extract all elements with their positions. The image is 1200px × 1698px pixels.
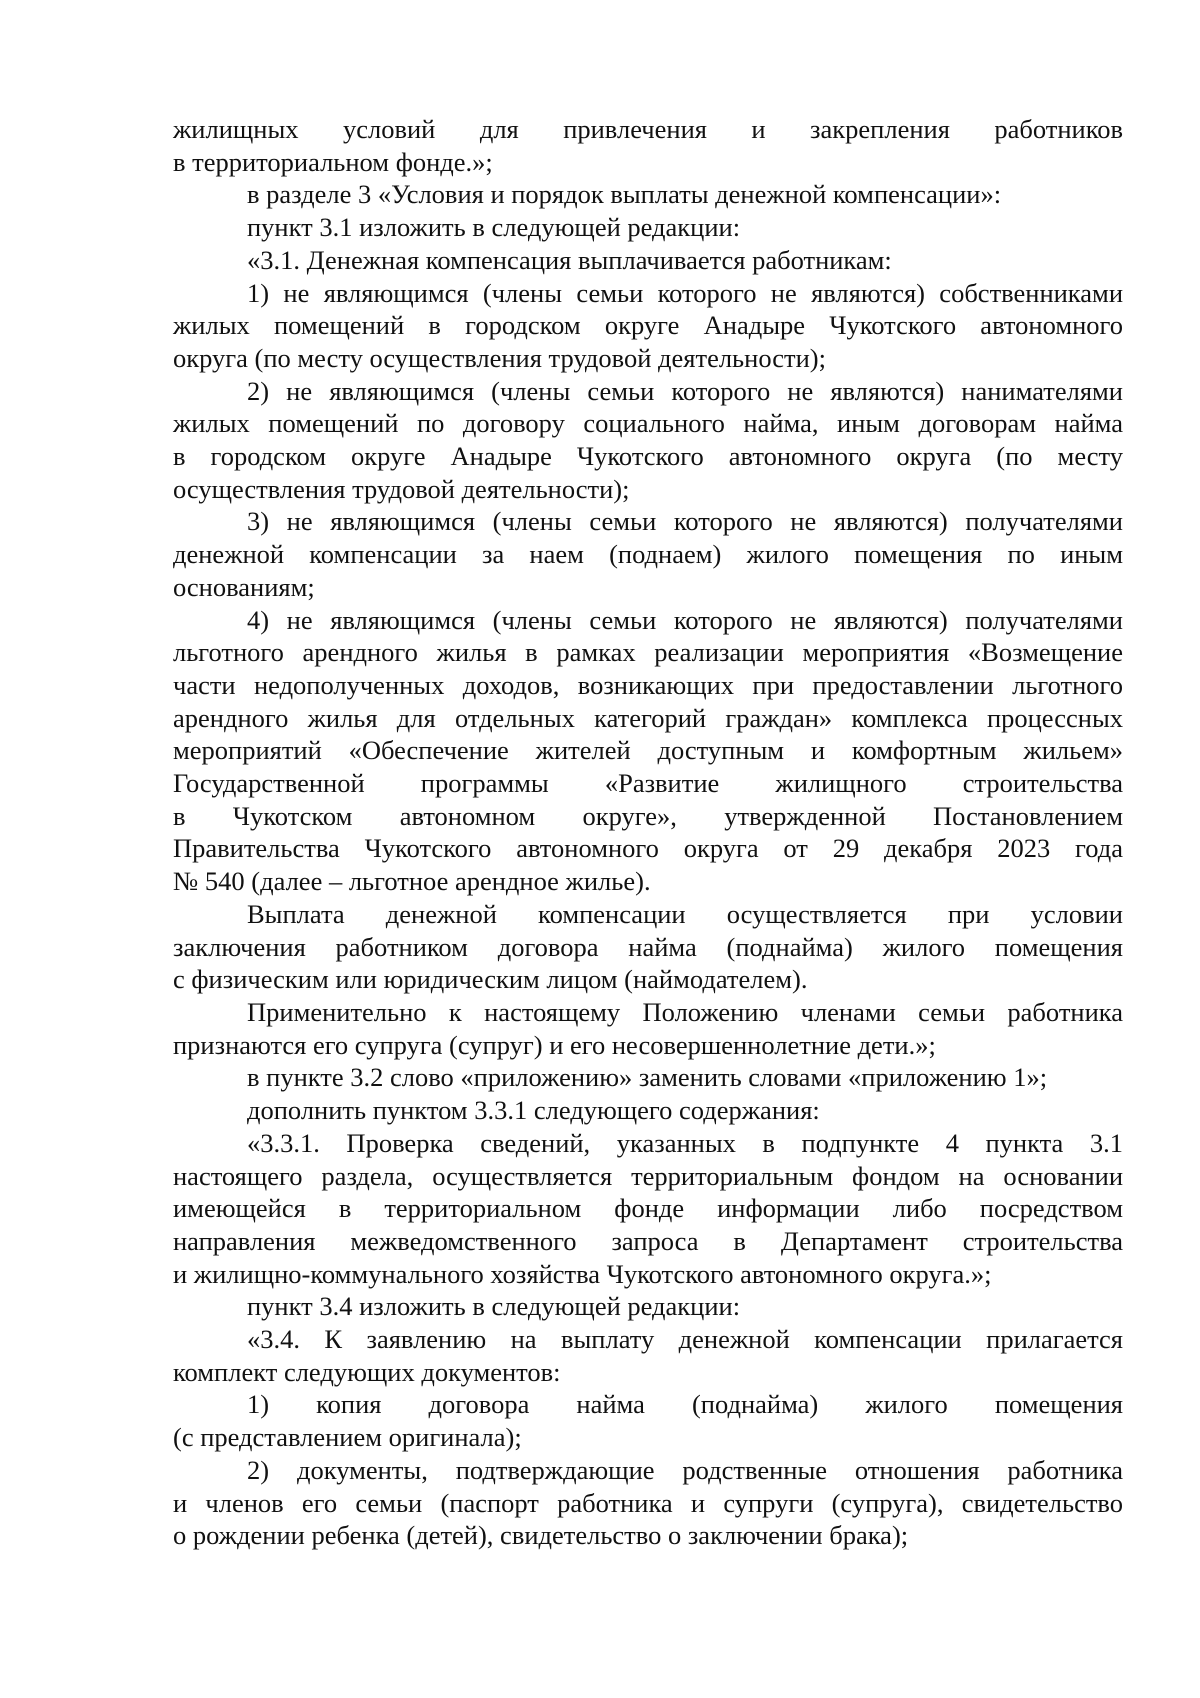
text-line: в территориальном фонде.»;	[173, 146, 493, 177]
text-line: имеющейся в территориальном фонде информации либо посредством	[173, 1193, 1123, 1224]
text-line: 1) не являющимся (члены семьи которого не являются) собственниками	[247, 277, 1123, 308]
text-line: основаниям;	[173, 571, 315, 602]
text-line: и жилищно-коммунального хозяйства Чукотского автономного округа.»;	[173, 1258, 992, 1289]
text-line: льготного арендного жилья в рамках реализации мероприятия «Возмещение	[173, 637, 1123, 668]
text-line: 2) документы, подтверждающие родственные отношения работника	[247, 1454, 1123, 1485]
document-body	[173, 113, 1123, 1552]
text-line: в пункте 3.2 слово «приложению» заменить словами «приложению 1»;	[247, 1062, 1048, 1093]
text-line: осуществления трудовой деятельности);	[173, 473, 630, 504]
text-line: жилищных условий для привлечения и закрепления работников	[173, 114, 1123, 144]
text-line: Применительно к настоящему Положению членами семьи работника	[247, 996, 1123, 1027]
text-line: 4) не являющимся (члены семьи которого не являются) получателями	[247, 604, 1123, 635]
text-line: и членов его семьи (паспорт работника и супруги (супруга), свидетельство	[173, 1487, 1123, 1518]
text-line: жилых помещений по договору социального найма, иным договорам найма	[173, 408, 1123, 439]
text-line: «3.4. К заявлению на выплату денежной компенсации прилагается	[247, 1324, 1123, 1355]
paragraph	[173, 113, 1123, 178]
text-line: № 540 (далее – льготное арендное жилье).	[173, 866, 651, 897]
paragraph	[173, 604, 1123, 898]
paragraph	[173, 1127, 1123, 1291]
text-line: пункт 3.4 изложить в следующей редакции:	[247, 1291, 741, 1322]
paragraph	[173, 1454, 1123, 1552]
text-line: с физическим или юридическим лицом (наймодателем).	[173, 964, 808, 995]
paragraph	[173, 178, 1123, 211]
paragraph	[173, 244, 1123, 277]
paragraph	[173, 898, 1123, 996]
paragraph	[173, 375, 1123, 506]
text-line: комплект следующих документов:	[173, 1356, 561, 1387]
text-line: признаются его супруга (супруг) и его несовершеннолетние дети.»;	[173, 1029, 936, 1060]
paragraph	[173, 1388, 1123, 1453]
paragraph	[173, 1094, 1123, 1127]
paragraph	[173, 1061, 1123, 1094]
text-line: округа (по месту осуществления трудовой деятельности);	[173, 342, 826, 373]
text-line: в разделе 3 «Условия и порядок выплаты денежной компенсации»:	[247, 179, 1002, 210]
paragraph	[173, 211, 1123, 244]
text-line: «3.1. Денежная компенсация выплачивается работникам:	[247, 244, 892, 275]
text-line: мероприятий «Обеспечение жителей доступным и комфортным жильем»	[173, 735, 1123, 766]
paragraph	[173, 1323, 1123, 1388]
text-line: жилых помещений в городском округе Анадыре Чукотского автономного	[173, 310, 1123, 341]
text-line: Выплата денежной компенсации осуществляется при условии	[247, 898, 1123, 929]
text-line: пункт 3.1 изложить в следующей редакции:	[247, 212, 741, 243]
text-line: части недополученных доходов, возникающих при предоставлении льготного	[173, 669, 1123, 700]
text-line: дополнить пунктом 3.3.1 следующего содержания:	[247, 1095, 820, 1126]
text-line: «3.3.1. Проверка сведений, указанных в подпункте 4 пункта 3.1	[247, 1127, 1123, 1158]
text-line: заключения работником договора найма (поднайма) жилого помещения	[173, 931, 1123, 962]
paragraph	[173, 505, 1123, 603]
paragraph	[173, 1290, 1123, 1323]
text-line: (с представлением оригинала);	[173, 1422, 522, 1453]
paragraph	[173, 996, 1123, 1061]
text-line: денежной компенсации за наем (поднаем) жилого помещения по иным	[173, 539, 1123, 570]
text-line: настоящего раздела, осуществляется территориальным фондом на основании	[173, 1160, 1123, 1191]
text-line: 1) копия договора найма (поднайма) жилого помещения	[247, 1389, 1123, 1420]
text-line: 2) не являющимся (члены семьи которого не являются) нанимателями	[247, 375, 1123, 406]
paragraph	[173, 277, 1123, 375]
text-line: Правительства Чукотского автономного округа от 29 декабря 2023 года	[173, 833, 1123, 864]
text-line: 3) не являющимся (члены семьи которого не являются) получателями	[247, 506, 1123, 537]
text-line: о рождении ребенка (детей), свидетельство о заключении брака);	[173, 1520, 909, 1551]
text-line: в городском округе Анадыре Чукотского автономного округа (по месту	[173, 441, 1123, 472]
text-line: Государственной программы «Развитие жилищного строительства	[173, 768, 1123, 799]
text-line: в Чукотском автономном округе», утвержденной Постановлением	[173, 800, 1123, 831]
text-line: арендного жилья для отдельных категорий граждан» комплекса процессных	[173, 702, 1123, 733]
text-line: направления межведомственного запроса в Департамент строительства	[173, 1225, 1123, 1256]
